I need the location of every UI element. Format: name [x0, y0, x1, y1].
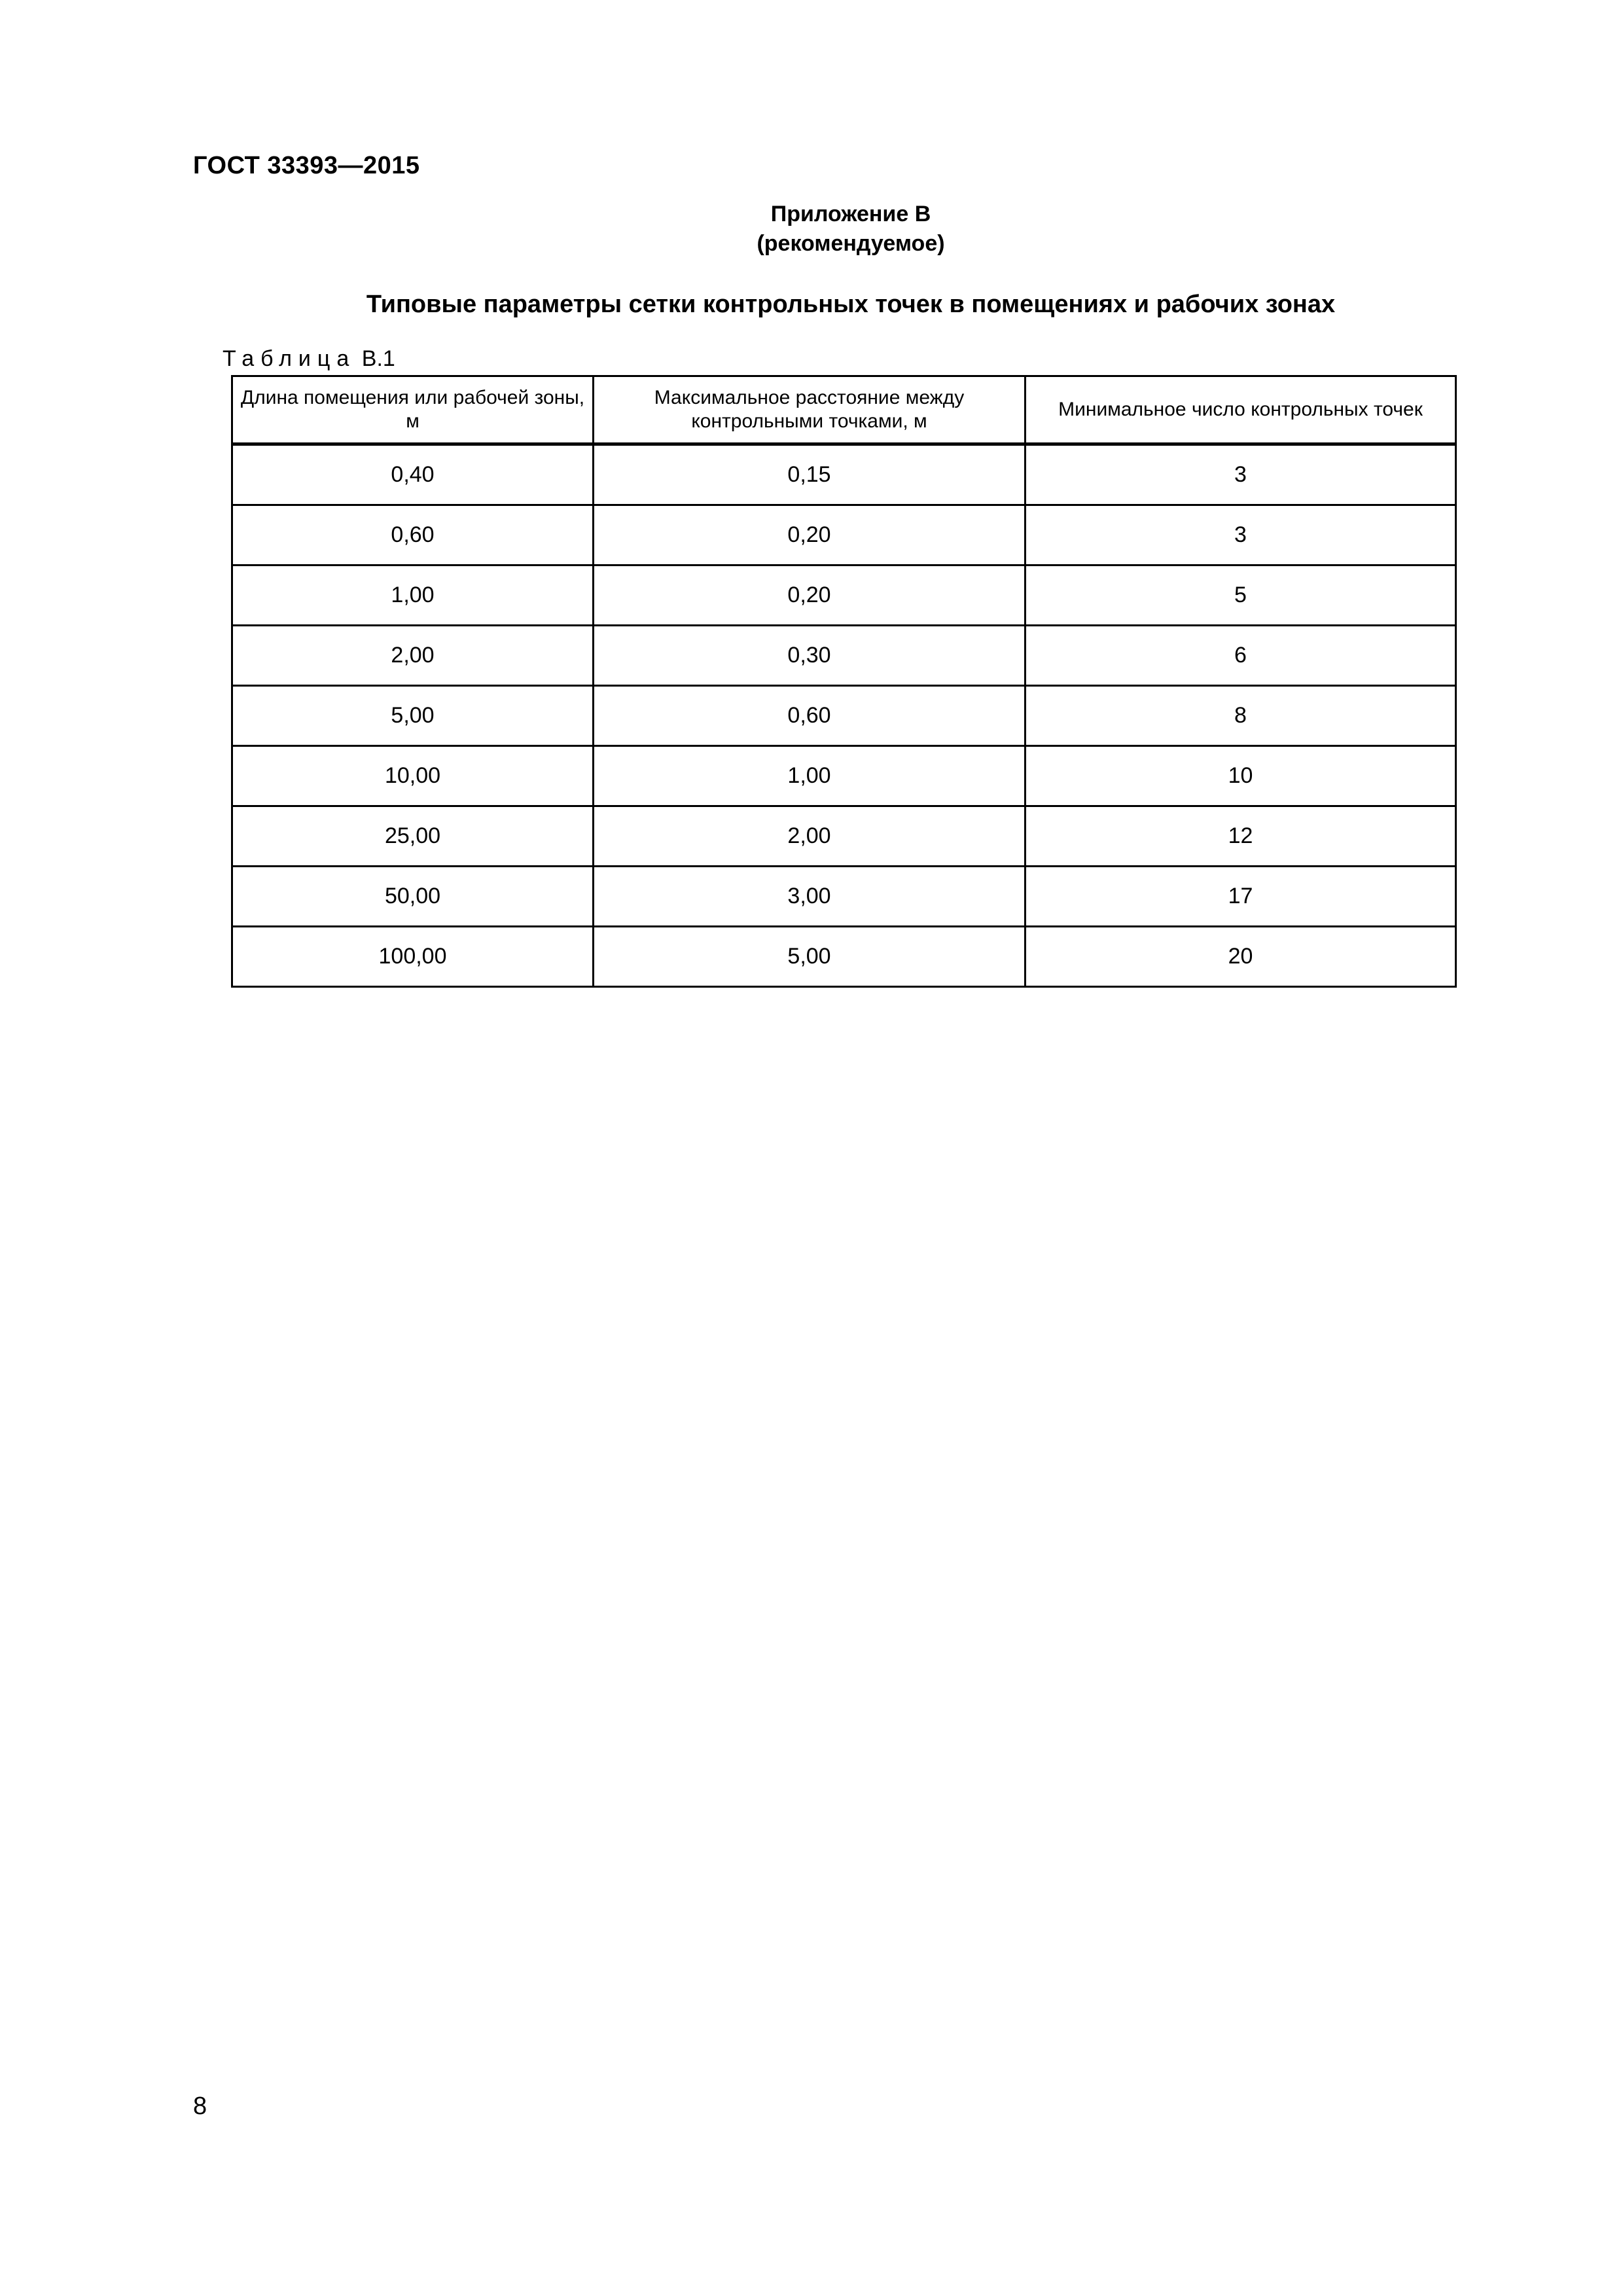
cell-max-distance: 0,30	[594, 626, 1026, 686]
header-min-points: Минимальное число контрольных точек	[1026, 376, 1456, 444]
table-row	[232, 927, 1456, 987]
cell-min-points: 3	[1026, 505, 1456, 565]
table-caption	[223, 346, 395, 372]
header-room-length: Длина помещения или рабочей зоны, м	[232, 376, 594, 444]
cell-room-length: 0,40	[232, 444, 594, 505]
cell-max-distance: 0,60	[594, 686, 1026, 746]
table-caption-word: Таблица	[223, 346, 356, 371]
table-row	[232, 867, 1456, 927]
cell-min-points: 5	[1026, 565, 1456, 626]
cell-room-length: 1,00	[232, 565, 594, 626]
table-row	[232, 565, 1456, 626]
cell-max-distance: 5,00	[594, 927, 1026, 987]
section-title: Типовые параметры сетки контрольных точек в помещениях и рабочих зонах	[366, 291, 1336, 318]
cell-min-points: 20	[1026, 927, 1456, 987]
appendix-title: Приложение В	[770, 202, 931, 226]
table-row	[232, 746, 1456, 806]
cell-room-length: 0,60	[232, 505, 594, 565]
cell-max-distance: 1,00	[594, 746, 1026, 806]
cell-min-points: 10	[1026, 746, 1456, 806]
cell-room-length: 25,00	[232, 806, 594, 867]
cell-min-points: 3	[1026, 444, 1456, 505]
cell-room-length: 2,00	[232, 626, 594, 686]
cell-room-length: 50,00	[232, 867, 594, 927]
table-header-row	[232, 376, 1456, 444]
cell-min-points: 12	[1026, 806, 1456, 867]
table-caption-number: В.1	[361, 346, 395, 371]
parameters-table	[231, 375, 1457, 988]
table-row	[232, 444, 1456, 505]
cell-max-distance: 3,00	[594, 867, 1026, 927]
cell-max-distance: 0,15	[594, 444, 1026, 505]
cell-min-points: 6	[1026, 626, 1456, 686]
header-max-distance: Максимальное расстояние между контрольными точками, м	[594, 376, 1026, 444]
table-row	[232, 806, 1456, 867]
cell-min-points: 17	[1026, 867, 1456, 927]
table-row	[232, 505, 1456, 565]
table-row	[232, 686, 1456, 746]
cell-max-distance: 0,20	[594, 505, 1026, 565]
appendix-subtitle: (рекомендуемое)	[757, 231, 945, 256]
cell-room-length: 5,00	[232, 686, 594, 746]
cell-max-distance: 0,20	[594, 565, 1026, 626]
page-number: 8	[193, 2092, 207, 2120]
cell-room-length: 100,00	[232, 927, 594, 987]
cell-max-distance: 2,00	[594, 806, 1026, 867]
table-row	[232, 626, 1456, 686]
cell-room-length: 10,00	[232, 746, 594, 806]
document-code: ГОСТ 33393—2015	[193, 152, 420, 179]
cell-min-points: 8	[1026, 686, 1456, 746]
